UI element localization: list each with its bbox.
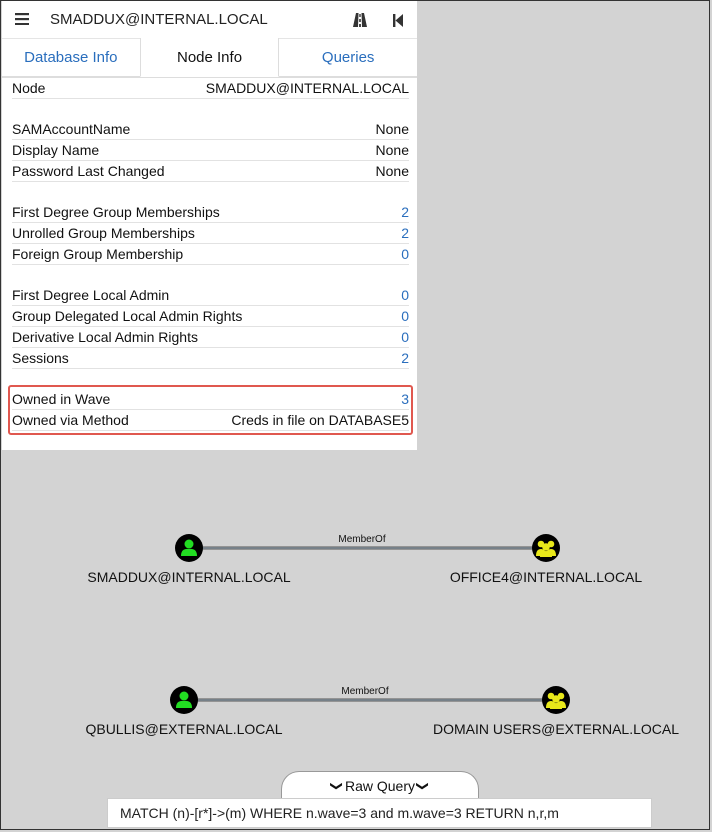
road-icon: [352, 12, 368, 28]
edge-label-1: MemberOf: [338, 534, 386, 545]
raw-query-toggle[interactable]: [281, 771, 479, 799]
node-label-smaddux[interactable]: SMADDUX@INTERNAL.LOCAL: [87, 569, 291, 585]
node-smaddux[interactable]: [175, 534, 203, 562]
raw-query-label: Raw Query: [344, 777, 416, 794]
tab-database-info[interactable]: Database Info: [2, 38, 140, 77]
row-sessions: [12, 348, 409, 369]
row-label: Sessions: [12, 350, 69, 366]
row-label: Node: [12, 80, 46, 96]
row-value-link[interactable]: 0: [401, 287, 409, 303]
row-first-degree-local-admin: [12, 285, 409, 306]
row-derivative-local-admin-rights: [12, 327, 409, 348]
row-value-link[interactable]: 2: [401, 350, 409, 366]
node-label-office4[interactable]: OFFICE4@INTERNAL.LOCAL: [449, 569, 643, 585]
row-value-link[interactable]: 0: [401, 329, 409, 345]
panel-tabs: [2, 38, 417, 78]
row-label: Display Name: [12, 142, 100, 158]
node-domain-users[interactable]: [542, 686, 570, 714]
row-node: [12, 78, 409, 99]
raw-query-input[interactable]: [107, 798, 652, 828]
row-label: First Degree Local Admin: [12, 287, 170, 303]
row-value-link[interactable]: 2: [401, 225, 409, 241]
row-label: Derivative Local Admin Rights: [12, 329, 198, 345]
row-samaccountname: [12, 119, 409, 140]
row-value: None: [375, 142, 409, 158]
node-label-qbullis[interactable]: QBULLIS@EXTERNAL.LOCAL: [85, 721, 283, 737]
row-foreign-group-membership: [12, 244, 409, 265]
row-value: None: [375, 163, 409, 179]
row-label: Owned in Wave: [12, 391, 111, 407]
row-value-link[interactable]: 0: [401, 246, 409, 262]
row-label: Owned via Method: [12, 412, 129, 428]
search-bar: [2, 1, 417, 39]
row-value-link[interactable]: 0: [401, 308, 409, 324]
step-back-icon: [392, 14, 404, 27]
row-label: Group Delegated Local Admin Rights: [12, 308, 243, 324]
row-first-degree-group-memberships: [12, 202, 409, 223]
side-panel: [2, 1, 417, 450]
node-office4[interactable]: [532, 534, 560, 562]
node-label-domain-users[interactable]: DOMAIN USERS@EXTERNAL.LOCAL: [432, 721, 680, 737]
tab-queries[interactable]: Queries: [279, 38, 417, 77]
row-group-delegated-local-admin-rights: [12, 306, 409, 327]
row-value: Creds in file on DATABASE5: [231, 412, 409, 428]
row-label: SAMAccountName: [12, 121, 131, 137]
menu-icon: [15, 13, 29, 25]
row-owned-via-method: [12, 410, 409, 431]
back-button[interactable]: [386, 8, 410, 32]
node-qbullis[interactable]: [170, 686, 198, 714]
edge-label-2: MemberOf: [341, 686, 389, 697]
row-label: Password Last Changed: [12, 163, 165, 179]
row-owned-in-wave: [12, 389, 409, 410]
row-password-last-changed: [12, 161, 409, 182]
chevron-down-icon: ❯: [416, 780, 431, 791]
row-unrolled-group-memberships: [12, 223, 409, 244]
row-value: SMADDUX@INTERNAL.LOCAL: [205, 80, 409, 96]
search-input[interactable]: [42, 4, 340, 34]
node-info-table: [12, 78, 409, 431]
row-value: None: [375, 121, 409, 137]
row-label: Foreign Group Membership: [12, 246, 184, 262]
row-value-link[interactable]: 3: [401, 391, 409, 407]
row-label: First Degree Group Memberships: [12, 204, 220, 220]
row-display-name: [12, 140, 409, 161]
tab-node-info[interactable]: Node Info: [140, 38, 280, 77]
row-value-link[interactable]: 2: [401, 204, 409, 220]
chevron-down-icon: ❯: [329, 780, 344, 791]
menu-button[interactable]: [10, 7, 34, 31]
graph-canvas[interactable]: [0, 450, 712, 770]
row-label: Unrolled Group Memberships: [12, 225, 195, 241]
pathfinding-button[interactable]: [348, 8, 372, 32]
